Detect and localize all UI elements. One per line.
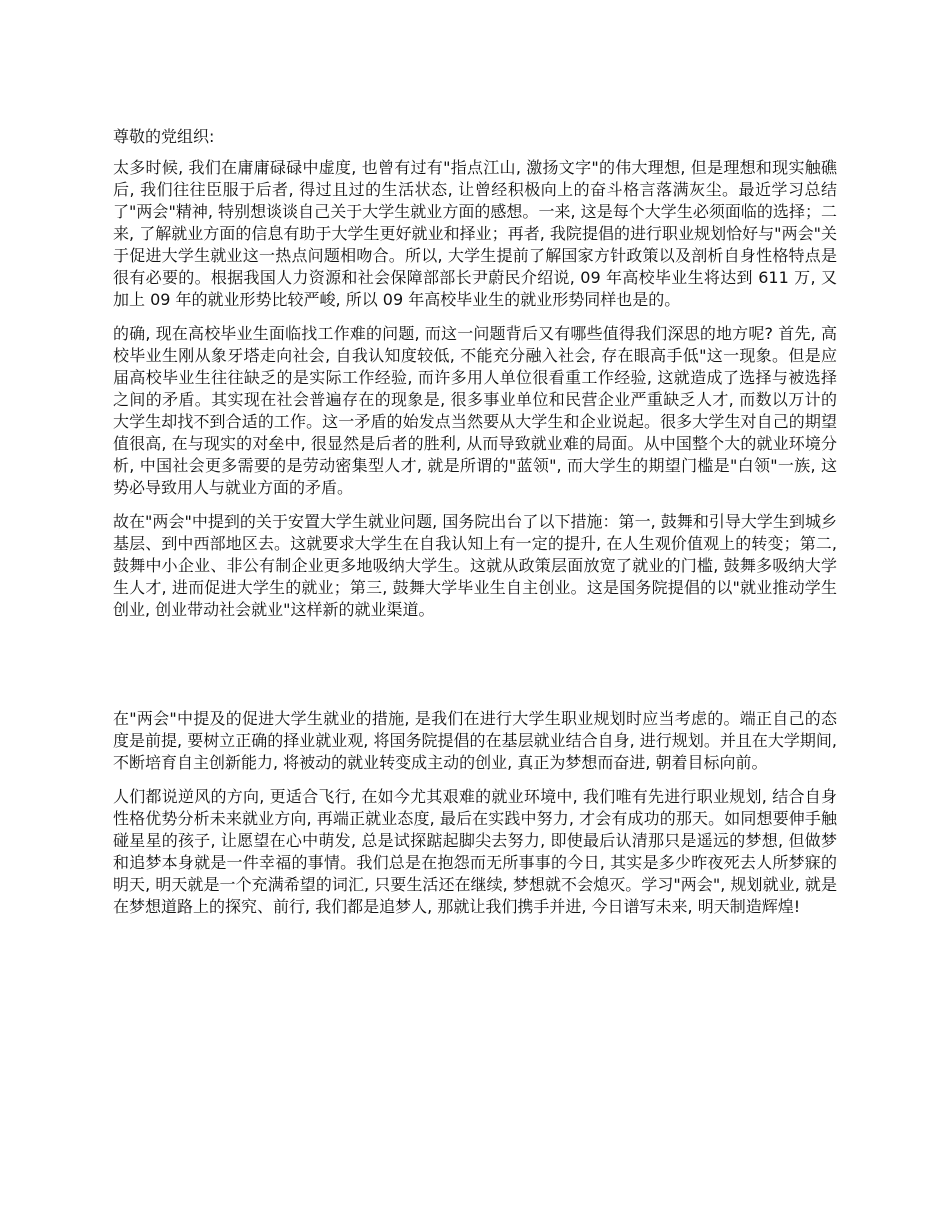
- document-page: [113, 126, 837, 930]
- section-gap: [113, 633, 837, 708]
- paragraph-3: 故在"两会"中提到的关于安置大学生就业问题, 国务院出台了以下措施：第一, 鼓舞和引导大学生到城乡基层、到中西部地区去。这就要求大学生在自我认知上有一定的提升, 在人生观价值观上的转变；第二, 鼓舞中小企业、非公有制企业更多地吸纳大学生。这就从政策层面放宽了就业的门槛, 鼓舞多吸纳大学生人才, 进而促进大学生的就业；第三, 鼓舞大学毕业生自主创业。这是国务院提倡的以"就业推动学生创业, 创业带动社会就业"这样新的就业渠道。: [113, 512, 837, 619]
- paragraph-4: 在"两会"中提及的促进大学生就业的措施, 是我们在进行大学生职业规划时应当考虑的。端正自己的态度是前提, 要树立正确的择业就业观, 将国务院提倡的在基层就业结合自身, 进行规划。并且在大学期间, 不断培育自主创新能力, 将被动的就业转变成主动的创业, 真正为梦想而奋进, 朝着目标向前。: [113, 709, 837, 772]
- paragraph-1: 太多时候, 我们在庸庸碌碌中虚度, 也曾有过有"指点江山, 激扬文字"的伟大理想, 但是理想和现实触礁后, 我们往往臣服于后者, 得过且过的生活状态, 让曾经积极向上的奋斗格言落满灰尘。最近学习总结了"两会"精神, 特别想谈谈自己关于大学生就业方面的感想。一来, 这是每个大学生必须面临的选择；二来, 了解就业方面的信息有助于大学生更好就业和择业；再者, 我院提倡的进行职业规划恰好与"两会"关于促进大学生就业这一热点问题相吻合。所以, 大学生提前了解国家方针政策以及剖析自身性格特点是很有必要的。根据我国人力资源和社会保障部部长尹蔚民介绍说, 09 年高校毕业生将达到 611 万, 又加上 09 年的就业形势比较严峻, 所以 09 年高校毕业生的就业形势同样也是的。: [113, 158, 837, 309]
- salutation: 尊敬的党组织:: [113, 127, 215, 146]
- paragraph-2: 的确, 现在高校毕业生面临找工作难的问题, 而这一问题背后又有哪些值得我们深思的地方呢? 首先, 高校毕业生刚从象牙塔走向社会, 自我认知度较低, 不能充分融入社会, 存在眼高手低"这一现象。但是应届高校毕业生往往缺乏的是实际工作经验, 而许多用人单位很看重工作经验, 这就造成了选择与被选择之间的矛盾。其实现在社会普遍存在的现象是, 很多事业单位和民营企业严重缺乏人才, 而数以万计的大学生却找不到合适的工作。这一矛盾的始发点当然要从大学生和企业说起。很多大学生对自己的期望值很高, 在与现实的对垒中, 很显然是后者的胜利, 从而导致就业难的局面。从中国整个大的就业环境分析, 中国社会更多需要的是劳动密集型人才, 就是所谓的"蓝领", 而大学生的期望门槛是"白领"一族, 这势必导致用人与就业方面的矛盾。: [113, 324, 837, 497]
- paragraph-5: 人们都说逆风的方向, 更适合飞行, 在如今尤其艰难的就业环境中, 我们唯有先进行职业规划, 结合自身性格优势分析未来就业方向, 再端正就业态度, 最后在实践中努力, 才会有成功的那天。如同想要伸手触碰星星的孩子, 让愿望在心中萌发, 总是试探踮起脚尖去努力, 即使最后认清那只是遥远的梦想, 但做梦和追梦本身就是一件幸福的事情。我们总是在抱怨而无所事事的今日, 其实是多少昨夜死去人所梦寐的明天, 明天就是一个充满希望的词汇, 只要生活还在继续, 梦想就不会熄灭。学习"两会", 规划就业, 就是在梦想道路上的探究、前行, 我们都是追梦人, 那就让我们携手并进, 今日谱写未来, 明天制造辉煌!: [113, 787, 837, 916]
